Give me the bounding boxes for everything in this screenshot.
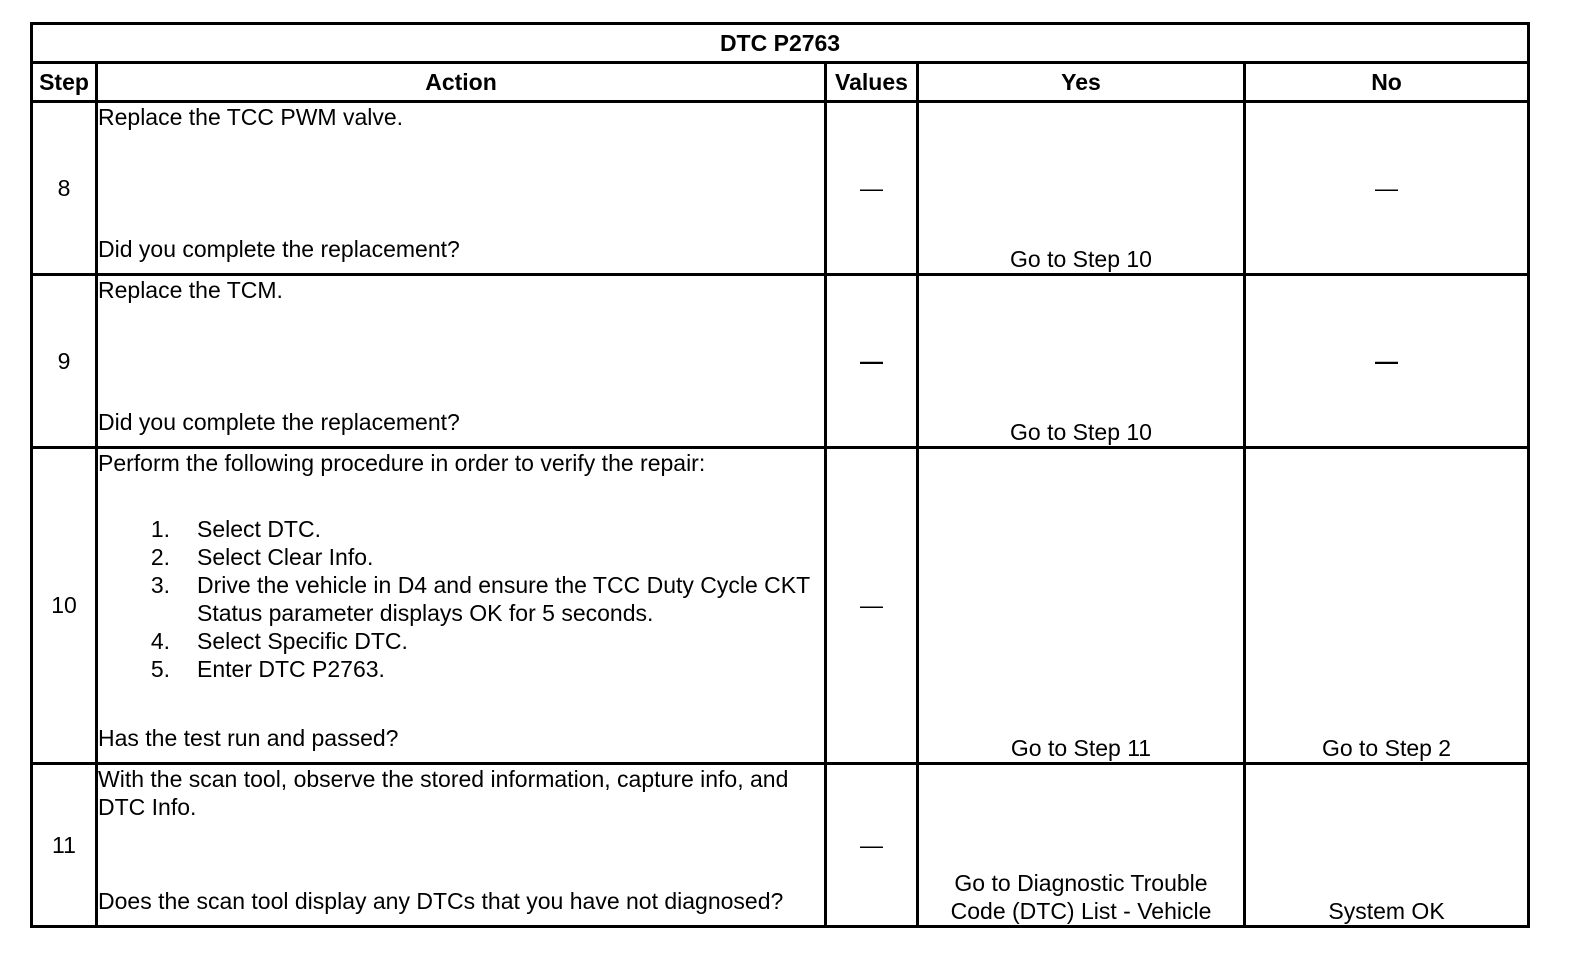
em-dash: — <box>860 831 883 858</box>
action-instruction: Perform the following procedure in order to verify the repair: <box>98 450 706 476</box>
no-cell: Go to Step 2 <box>1245 448 1529 764</box>
action-instruction: Replace the TCC PWM valve. <box>98 104 404 130</box>
action-cell <box>97 764 826 927</box>
em-dash: — <box>860 592 883 618</box>
values-cell <box>826 102 918 275</box>
action-question: Has the test run and passed? <box>98 725 399 751</box>
action-instruction: With the scan tool, observe the stored information, capture info, and DTC Info. <box>98 766 789 820</box>
header-values: Values <box>826 63 918 102</box>
values-cell <box>826 275 918 448</box>
action-cell <box>97 275 826 448</box>
list-item: 5. Enter DTC P2763. <box>150 656 385 682</box>
table-title-row <box>32 24 1529 63</box>
action-question: Did you complete the replacement? <box>98 409 460 435</box>
table-row-step-10 <box>32 448 1529 764</box>
header-step: Step <box>32 63 97 102</box>
yes-cell: Go to Step 11 <box>918 448 1245 764</box>
action-cell <box>97 448 826 764</box>
dtc-table <box>30 22 1530 928</box>
header-no: No <box>1245 63 1529 102</box>
no-cell <box>1245 102 1529 275</box>
yes-cell: Go to Step 10 <box>918 275 1245 448</box>
no-cell: System OK <box>1245 764 1529 927</box>
header-yes: Yes <box>918 63 1245 102</box>
table-title: DTC P2763 <box>32 24 1529 63</box>
no-cell <box>1245 275 1529 448</box>
em-dash: — <box>860 347 883 374</box>
step-number: 8 <box>32 102 97 275</box>
action-instruction: Replace the TCM. <box>98 277 283 303</box>
procedure-list <box>98 515 824 683</box>
step-number: 10 <box>32 448 97 764</box>
em-dash: — <box>1375 175 1399 201</box>
values-cell <box>826 448 918 764</box>
table-row-step-8 <box>32 102 1529 275</box>
em-dash: — <box>1375 348 1399 374</box>
yes-cell: Go to Step 10 <box>918 102 1245 275</box>
step-number: 9 <box>32 275 97 448</box>
em-dash: — <box>860 174 883 201</box>
list-item: 1. Select DTC. <box>150 516 321 542</box>
values-cell <box>826 764 918 927</box>
action-question: Does the scan tool display any DTCs that you have not diagnosed? <box>98 888 784 914</box>
list-item: 4. Select Specific DTC. <box>150 628 408 654</box>
table-row-step-11 <box>32 764 1529 927</box>
step-number: 11 <box>32 764 97 927</box>
table-header-row <box>32 63 1529 102</box>
action-question: Did you complete the replacement? <box>98 236 460 262</box>
table-row-step-9 <box>32 275 1529 448</box>
list-item: 3. Drive the vehicle in D4 and ensure the TCC Duty Cycle CKT Status parameter displays OK for 5 seconds. <box>150 572 810 626</box>
list-item: 2. Select Clear Info. <box>150 544 374 570</box>
yes-cell: Go to Diagnostic Trouble Code (DTC) List - Vehicle <box>918 764 1245 927</box>
header-action: Action <box>97 63 826 102</box>
action-cell <box>97 102 826 275</box>
